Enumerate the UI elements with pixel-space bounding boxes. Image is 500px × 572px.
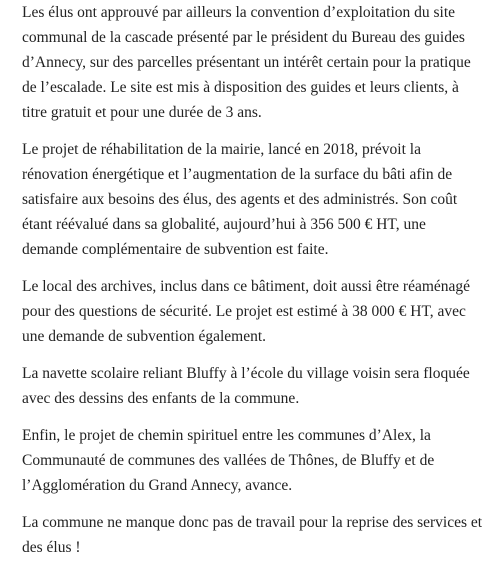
text-line: La navette scolaire reliant Bluffy à l’école du village voisin sera floquée xyxy=(22,365,470,382)
paragraph-archives xyxy=(22,274,496,349)
paragraph-town-hall xyxy=(22,137,496,262)
paragraph-spiritual-path xyxy=(22,423,496,498)
text-line: avec des dessins des enfants de la commune. xyxy=(22,390,300,407)
text-line: l’Agglomération du Grand Annecy, avance. xyxy=(22,477,293,494)
text-line: Le local des archives, inclus dans ce bâtiment, doit aussi être réaménagé xyxy=(22,278,471,295)
text-line: rénovation énergétique et l’augmentation de la surface du bâti afin de xyxy=(22,166,453,183)
text-line: des élus ! xyxy=(22,539,81,556)
text-line: satisfaire aux besoins des élus, des agents et des administrés. Son coût xyxy=(22,191,458,208)
text-line: Le projet de réhabilitation de la mairie, lancé en 2018, prévoit la xyxy=(22,141,421,158)
text-line: demande complémentaire de subvention est faite. xyxy=(22,241,329,258)
text-line: de l’escalade. Le site est mis à disposition des guides et leurs clients, à xyxy=(22,79,459,96)
text-line: titre gratuit et pour une durée de 3 ans. xyxy=(22,104,262,121)
text-line: Les élus ont approuvé par ailleurs la convention d’exploitation du site xyxy=(22,4,456,21)
text-line: étant réévalué dans sa globalité, aujourd’hui à 356 500 € HT, une xyxy=(22,216,426,233)
text-line: une demande de subvention également. xyxy=(22,328,267,345)
text-line: pour des questions de sécurité. Le projet est estimé à 38 000 € HT, avec xyxy=(22,303,466,320)
text-line: La commune ne manque donc pas de travail pour la reprise des services et xyxy=(22,514,483,531)
text-line: Enfin, le projet de chemin spirituel entre les communes d’Alex, la xyxy=(22,427,431,444)
paragraph-conclusion xyxy=(22,510,496,560)
text-line: d’Annecy, sur des parcelles présentant un intérêt certain pour la pratique xyxy=(22,54,471,71)
text-line: communal de la cascade présenté par le président du Bureau des guides xyxy=(22,29,465,46)
paragraph-climbing-site xyxy=(22,0,496,125)
article-body xyxy=(22,0,496,572)
text-line: Communauté de communes des vallées de Thônes, de Bluffy et de xyxy=(22,452,435,469)
paragraph-school-shuttle xyxy=(22,361,496,411)
